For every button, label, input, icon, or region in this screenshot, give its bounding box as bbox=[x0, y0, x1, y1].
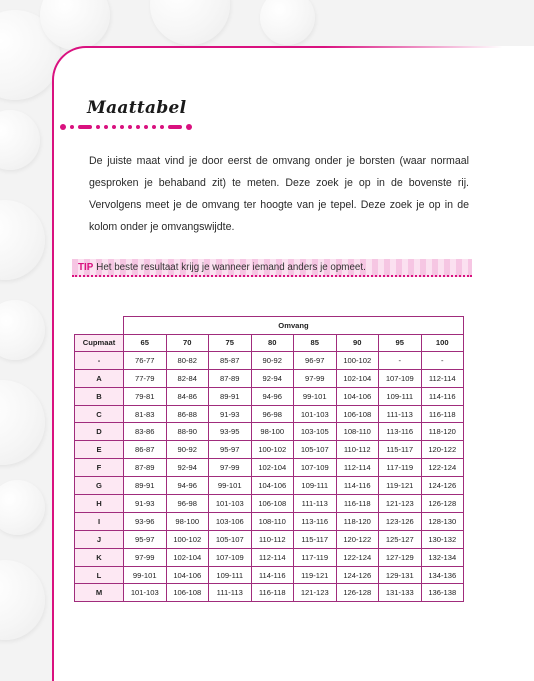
cup-size-cell: B bbox=[75, 387, 124, 405]
size-range-cell: 124-126 bbox=[336, 566, 379, 584]
size-range-cell: 122-124 bbox=[421, 459, 464, 477]
cup-size-cell: A bbox=[75, 369, 124, 387]
column-header: 85 bbox=[294, 334, 337, 351]
cup-size-cell: G bbox=[75, 477, 124, 495]
size-range-cell: 113-116 bbox=[294, 512, 337, 530]
tip-label: TIP bbox=[78, 262, 94, 273]
background-circle bbox=[0, 110, 40, 170]
size-range-cell: 128-130 bbox=[421, 512, 464, 530]
table-row bbox=[75, 477, 464, 495]
background-circle bbox=[150, 0, 230, 45]
size-range-cell: 112-114 bbox=[336, 459, 379, 477]
table-row bbox=[75, 584, 464, 602]
size-range-cell: 87-89 bbox=[124, 459, 167, 477]
tip-text: Het beste resultaat krijg je wanneer iemand anders je opmeet. bbox=[96, 262, 366, 273]
size-range-cell: 99-101 bbox=[209, 477, 252, 495]
size-range-cell: 136-138 bbox=[421, 584, 464, 602]
table-row bbox=[75, 423, 464, 441]
table-row bbox=[75, 566, 464, 584]
size-range-cell: 104-106 bbox=[166, 566, 209, 584]
size-range-cell: 95-97 bbox=[124, 530, 167, 548]
table-group-header-row bbox=[75, 317, 464, 335]
size-range-cell: 115-117 bbox=[379, 441, 422, 459]
size-range-cell: 109-111 bbox=[294, 477, 337, 495]
background-circle bbox=[0, 200, 45, 280]
size-range-cell: 99-101 bbox=[124, 566, 167, 584]
size-range-cell: 116-118 bbox=[421, 405, 464, 423]
size-range-cell: 95-97 bbox=[209, 441, 252, 459]
cup-size-cell: H bbox=[75, 495, 124, 513]
table-row bbox=[75, 495, 464, 513]
size-range-cell: 100-102 bbox=[166, 530, 209, 548]
size-range-cell: 94-96 bbox=[166, 477, 209, 495]
column-header: 75 bbox=[209, 334, 252, 351]
size-range-cell: 106-108 bbox=[336, 405, 379, 423]
size-range-cell: 106-108 bbox=[251, 495, 294, 513]
cup-size-cell: F bbox=[75, 459, 124, 477]
size-range-cell: 110-112 bbox=[336, 441, 379, 459]
size-range-cell: 110-112 bbox=[251, 530, 294, 548]
intro-paragraph: De juiste maat vind je door eerst de omvang onder je borsten (waar normaal gesproken je behaband zit) te meten. Deze zoek je op in de bovenste rij. Vervolgens meet je de omvang ter hoogte van je tepel. Deze zoek je op in de kolom onder je omvangswijdte. bbox=[89, 155, 469, 233]
size-range-cell: 97-99 bbox=[294, 369, 337, 387]
cup-size-cell: I bbox=[75, 512, 124, 530]
size-range-cell: 121-123 bbox=[294, 584, 337, 602]
table-corner bbox=[75, 317, 124, 335]
table-header-row bbox=[75, 334, 464, 351]
size-range-cell: 89-91 bbox=[209, 387, 252, 405]
background-circle bbox=[260, 0, 315, 45]
size-range-cell: 96-98 bbox=[166, 495, 209, 513]
size-range-cell: 130-132 bbox=[421, 530, 464, 548]
size-range-cell: 101-103 bbox=[209, 495, 252, 513]
size-range-cell: 90-92 bbox=[251, 351, 294, 369]
cup-size-cell: K bbox=[75, 548, 124, 566]
size-range-cell: 126-128 bbox=[421, 495, 464, 513]
size-range-cell: 118-120 bbox=[421, 423, 464, 441]
column-group-header: Omvang bbox=[124, 317, 464, 335]
row-header: Cupmaat bbox=[75, 334, 124, 351]
size-range-cell: 88-90 bbox=[166, 423, 209, 441]
size-range-cell: 90-92 bbox=[166, 441, 209, 459]
column-header: 65 bbox=[124, 334, 167, 351]
size-range-cell: 83-86 bbox=[124, 423, 167, 441]
size-range-cell: 96-97 bbox=[294, 351, 337, 369]
size-range-cell: 111-113 bbox=[294, 495, 337, 513]
size-range-cell: 82-84 bbox=[166, 369, 209, 387]
size-range-cell: 102-104 bbox=[166, 548, 209, 566]
size-range-cell: 129-131 bbox=[379, 566, 422, 584]
size-range-cell: 116-118 bbox=[251, 584, 294, 602]
size-range-cell: 113-116 bbox=[379, 423, 422, 441]
size-range-cell: 104-106 bbox=[336, 387, 379, 405]
background-circle bbox=[0, 300, 45, 360]
size-range-cell: 116-118 bbox=[336, 495, 379, 513]
size-range-cell: 81-83 bbox=[124, 405, 167, 423]
size-range-cell: 114-116 bbox=[336, 477, 379, 495]
size-range-cell: - bbox=[421, 351, 464, 369]
table-row bbox=[75, 459, 464, 477]
size-range-cell: 98-100 bbox=[166, 512, 209, 530]
size-range-cell: 97-99 bbox=[209, 459, 252, 477]
table-row bbox=[75, 530, 464, 548]
size-range-cell: 86-88 bbox=[166, 405, 209, 423]
size-range-cell: - bbox=[379, 351, 422, 369]
size-range-cell: 98-100 bbox=[251, 423, 294, 441]
size-range-cell: 123-126 bbox=[379, 512, 422, 530]
size-range-cell: 117-119 bbox=[294, 548, 337, 566]
table-body bbox=[75, 351, 464, 601]
column-header: 90 bbox=[336, 334, 379, 351]
size-range-cell: 102-104 bbox=[336, 369, 379, 387]
size-range-cell: 103-105 bbox=[294, 423, 337, 441]
size-range-cell: 132-134 bbox=[421, 548, 464, 566]
size-range-cell: 106-108 bbox=[166, 584, 209, 602]
size-range-cell: 94-96 bbox=[251, 387, 294, 405]
size-range-cell: 127-129 bbox=[379, 548, 422, 566]
size-range-cell: 87-89 bbox=[209, 369, 252, 387]
size-range-cell: 91-93 bbox=[124, 495, 167, 513]
size-range-cell: 92-94 bbox=[166, 459, 209, 477]
size-range-cell: 114-116 bbox=[251, 566, 294, 584]
size-range-cell: 79-81 bbox=[124, 387, 167, 405]
cup-size-cell: M bbox=[75, 584, 124, 602]
size-range-cell: 131-133 bbox=[379, 584, 422, 602]
table-row bbox=[75, 405, 464, 423]
size-range-cell: 126-128 bbox=[336, 584, 379, 602]
table-row bbox=[75, 351, 464, 369]
size-range-cell: 93-96 bbox=[124, 512, 167, 530]
size-range-cell: 118-120 bbox=[336, 512, 379, 530]
size-range-cell: 134-136 bbox=[421, 566, 464, 584]
size-range-cell: 84-86 bbox=[166, 387, 209, 405]
cup-size-cell: D bbox=[75, 423, 124, 441]
size-range-cell: 125-127 bbox=[379, 530, 422, 548]
size-range-cell: 115-117 bbox=[294, 530, 337, 548]
table-row bbox=[75, 441, 464, 459]
background-circle bbox=[0, 380, 45, 465]
size-range-cell: 120-122 bbox=[336, 530, 379, 548]
size-range-cell: 77-79 bbox=[124, 369, 167, 387]
size-range-cell: 108-110 bbox=[251, 512, 294, 530]
cup-size-cell: C bbox=[75, 405, 124, 423]
cup-size-cell: - bbox=[75, 351, 124, 369]
size-range-cell: 86-87 bbox=[124, 441, 167, 459]
size-range-cell: 100-102 bbox=[336, 351, 379, 369]
size-range-cell: 121-123 bbox=[379, 495, 422, 513]
size-range-cell: 76-77 bbox=[124, 351, 167, 369]
size-range-cell: 107-109 bbox=[209, 548, 252, 566]
size-range-cell: 102-104 bbox=[251, 459, 294, 477]
size-range-cell: 104-106 bbox=[251, 477, 294, 495]
size-range-cell: 120-122 bbox=[421, 441, 464, 459]
size-range-cell: 103-106 bbox=[209, 512, 252, 530]
size-range-cell: 114-116 bbox=[421, 387, 464, 405]
size-range-cell: 89-91 bbox=[124, 477, 167, 495]
size-range-cell: 108-110 bbox=[336, 423, 379, 441]
table-row bbox=[75, 369, 464, 387]
size-range-cell: 93-95 bbox=[209, 423, 252, 441]
size-range-cell: 111-113 bbox=[379, 405, 422, 423]
size-table bbox=[74, 316, 464, 602]
size-range-cell: 112-114 bbox=[251, 548, 294, 566]
size-range-cell: 92-94 bbox=[251, 369, 294, 387]
table-row bbox=[75, 387, 464, 405]
size-range-cell: 101-103 bbox=[294, 405, 337, 423]
title-underline-dots bbox=[60, 124, 196, 130]
column-header: 70 bbox=[166, 334, 209, 351]
size-range-cell: 119-121 bbox=[294, 566, 337, 584]
size-range-cell: 119-121 bbox=[379, 477, 422, 495]
size-range-cell: 100-102 bbox=[251, 441, 294, 459]
table-row bbox=[75, 548, 464, 566]
size-range-cell: 107-109 bbox=[379, 369, 422, 387]
size-range-cell: 109-111 bbox=[379, 387, 422, 405]
column-header: 80 bbox=[251, 334, 294, 351]
size-range-cell: 99-101 bbox=[294, 387, 337, 405]
size-range-cell: 97-99 bbox=[124, 548, 167, 566]
size-range-cell: 122-124 bbox=[336, 548, 379, 566]
size-range-cell: 105-107 bbox=[294, 441, 337, 459]
size-range-cell: 85-87 bbox=[209, 351, 252, 369]
cup-size-cell: L bbox=[75, 566, 124, 584]
background-circle bbox=[0, 560, 45, 640]
size-range-cell: 111-113 bbox=[209, 584, 252, 602]
size-range-cell: 112-114 bbox=[421, 369, 464, 387]
size-range-cell: 101-103 bbox=[124, 584, 167, 602]
cup-size-cell: E bbox=[75, 441, 124, 459]
size-range-cell: 96-98 bbox=[251, 405, 294, 423]
tip-banner bbox=[72, 259, 472, 277]
table-row bbox=[75, 512, 464, 530]
cup-size-cell: J bbox=[75, 530, 124, 548]
background-circle bbox=[0, 480, 45, 535]
sheet-edge-fade bbox=[324, 46, 534, 50]
size-range-cell: 107-109 bbox=[294, 459, 337, 477]
column-header: 95 bbox=[379, 334, 422, 351]
column-header: 100 bbox=[421, 334, 464, 351]
page-title: Maattabel bbox=[87, 98, 187, 118]
size-range-cell: 105-107 bbox=[209, 530, 252, 548]
size-range-cell: 80-82 bbox=[166, 351, 209, 369]
size-range-cell: 124-126 bbox=[421, 477, 464, 495]
size-range-cell: 109-111 bbox=[209, 566, 252, 584]
size-range-cell: 91-93 bbox=[209, 405, 252, 423]
size-range-cell: 117-119 bbox=[379, 459, 422, 477]
